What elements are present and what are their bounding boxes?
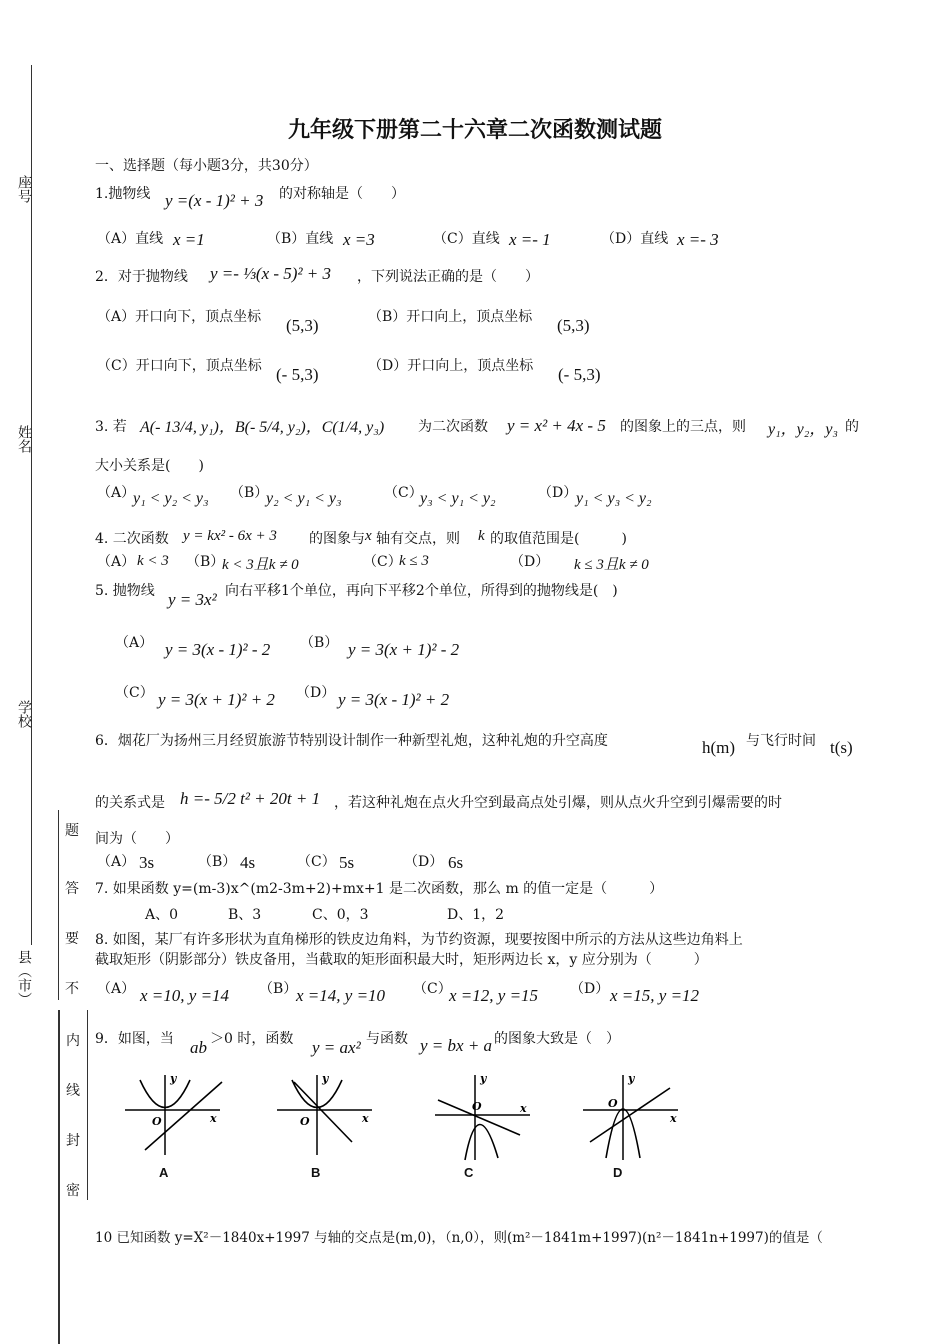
q3-points: A(- 13/4, y₁)，B(- 5/4, y₂)，C(1/4, y₃) <box>140 419 385 436</box>
q7-option: D、1，2 <box>447 907 505 923</box>
graph-d-label: D <box>613 1165 623 1180</box>
q4-formula: y = kx² - 6x + 3 <box>183 528 277 544</box>
y-label: y <box>170 1072 177 1085</box>
q8-line2: 截取矩形（阴影部分）铁皮备用，当截取的矩形面积最大时，矩形两边长 x，y 应分别为（ ） <box>95 952 708 968</box>
q9-cond: ab <box>190 1038 207 1057</box>
parabola <box>465 1124 498 1160</box>
q4-option-label: （B） <box>186 554 225 570</box>
origin-label: O <box>472 1100 482 1113</box>
q3-option-value: y₁ < y₃ < y₂ <box>576 490 652 507</box>
q6-h: h(m) <box>702 738 736 757</box>
q9-f2: y = bx + a <box>420 1036 493 1055</box>
q9-f1: y = ax² <box>312 1038 361 1057</box>
graph-b-label: B <box>311 1165 321 1180</box>
q6-option-label: （C） <box>297 854 336 870</box>
q3-option-value: y₁ < y₂ < y₃ <box>133 490 209 507</box>
county-label: 县（市） <box>16 950 32 1006</box>
seal-line-3 <box>87 1010 88 1200</box>
graph-b-svg <box>272 1070 392 1170</box>
q4-stem-a: 4. 二次函数 <box>95 531 169 547</box>
q5-option-value: y = 3(x - 1)² - 2 <box>165 640 271 659</box>
q6-line3: 间为（ ） <box>95 831 179 847</box>
q9-stem-c: 与函数 <box>366 1031 408 1047</box>
q8-option-value: x =15, y =12 <box>610 986 700 1005</box>
y-label: y <box>322 1072 329 1085</box>
q6-option-label: （A） <box>97 854 136 870</box>
q6-t: t(s) <box>830 738 853 757</box>
y-label: y <box>628 1072 635 1085</box>
q7-option: A、0 <box>145 907 179 923</box>
x-label: x <box>210 1112 217 1125</box>
q6-option-value: 6s <box>448 853 464 872</box>
q2-value-d: (- 5,3) <box>558 365 601 384</box>
q2-option-a: （A）开口向下，顶点坐标 <box>97 309 262 325</box>
q7-option: B、3 <box>228 907 262 923</box>
section-heading: 一、选择题（每小题3分，共30分） <box>95 158 318 174</box>
q3-stem-b: 为二次函数 <box>418 419 488 435</box>
q5-option-label: （B） <box>300 635 339 651</box>
graph-b <box>272 1070 392 1190</box>
q1-stem-a: 1.抛物线 <box>95 186 151 202</box>
q6-option-value: 4s <box>240 853 256 872</box>
x-label: x <box>670 1112 677 1125</box>
q6-line2a: 的关系式是 <box>95 795 165 811</box>
q6-line1: 6．烟花厂为扬州三月经贸旅游节特别设计制作一种新型礼炮，这种礼炮的升空高度 <box>95 733 608 749</box>
q3-option-label: （B） <box>230 485 269 501</box>
q2-value-a: (5,3) <box>286 316 319 335</box>
q5-stem-a: 5. 抛物线 <box>95 583 155 599</box>
q2-option-b: （B）开口向上，顶点坐标 <box>368 309 533 325</box>
graph-c <box>430 1070 550 1190</box>
q3-stem-a: 3. 若 <box>95 419 127 435</box>
q3-option-value: y₃ < y₁ < y₂ <box>420 490 496 507</box>
graph-a <box>120 1070 240 1190</box>
q5-option-value: y = 3(x + 1)² - 2 <box>348 640 460 659</box>
q2-stem-b: ，下列说法正确的是（ ） <box>357 269 539 285</box>
q10-stem: 10 已知函数 y=X²－1840x+1997 与轴的交点是(m,0)，（n,0），则(m²－1841m+1997)(n²－1841n+1997)的值是（ <box>95 1230 823 1246</box>
q1-formula: y =(x - 1)² + 3 <box>165 191 264 210</box>
seal-char: 密 <box>66 1183 80 1199</box>
q6-formula: h =- 5/2 t² + 20t + 1 <box>180 789 321 808</box>
q4-axis: x <box>365 528 372 544</box>
q2-value-c: (- 5,3) <box>276 365 319 384</box>
q4-option-label: （A） <box>97 554 136 570</box>
q4-option-value: k < 3且k ≠ 0 <box>222 557 299 573</box>
seal-char: 内 <box>66 1033 80 1049</box>
q6-mid: 与飞行时间 <box>746 733 816 749</box>
q9-stem-d: 的图象大致是（ ） <box>494 1031 620 1047</box>
q5-formula: y = 3x² <box>168 590 217 609</box>
q1-option-value: x =1 <box>173 230 205 249</box>
q3-option-value: y₂ < y₁ < y₃ <box>266 490 342 507</box>
name-label: 姓名 <box>16 425 32 453</box>
q6-line2b: ，若这种礼炮在点火升空到最高点处引爆，则从点火升空到引爆需要的时 <box>334 795 782 811</box>
seal-char: 线 <box>66 1083 80 1099</box>
q2-option-c: （C）开口向下，顶点坐标 <box>97 358 262 374</box>
q1-option-value: x =- 1 <box>509 230 551 249</box>
graph-d-svg <box>578 1070 698 1170</box>
q5-option-label: （C） <box>115 685 154 701</box>
x-label: x <box>520 1102 527 1115</box>
seat-label: 座号 <box>16 175 32 203</box>
graph-a-svg <box>120 1070 240 1170</box>
q4-stem-d: 的取值范围是( ) <box>490 531 627 547</box>
q2-stem-a: 2．对于抛物线 <box>95 269 188 285</box>
q3-stem-c: 的图象上的三点，则 <box>620 419 746 435</box>
q8-option-value: x =14, y =10 <box>296 986 386 1005</box>
q3-stem-d: 的 <box>845 419 859 435</box>
seal-char: 要 <box>65 931 79 947</box>
page-title: 九年级下册第二十六章二次函数测试题 <box>287 118 662 143</box>
q3-formula: y = x² + 4x - 5 <box>507 416 606 435</box>
q8-option-value: x =12, y =15 <box>449 986 539 1005</box>
q8-option-label: （C） <box>413 981 452 997</box>
q3-option-label: （A） <box>97 485 136 501</box>
q4-stem-b: 的图象与 <box>309 531 365 547</box>
q6-option-value: 3s <box>139 853 155 872</box>
y-label: y <box>480 1072 487 1085</box>
q4-option-label: （C） <box>363 554 402 570</box>
q3-vars: y₁，y₂，y₃ <box>768 421 838 438</box>
q4-k: k <box>478 528 485 544</box>
q9-stem-b: ＞0 时，函数 <box>210 1031 294 1047</box>
q5-option-label: （A） <box>115 635 154 651</box>
seal-char: 答 <box>65 881 79 897</box>
q1-option-label: （D）直线 <box>601 231 669 247</box>
school-label: 学校 <box>16 700 32 728</box>
seal-char: 封 <box>66 1133 80 1149</box>
q8-option-value: x =10, y =14 <box>140 986 230 1005</box>
q8-option-label: （A） <box>97 981 136 997</box>
q1-stem-b: 的对称轴是（ ） <box>279 186 405 202</box>
seal-char: 题 <box>65 823 79 839</box>
q8-option-label: （D） <box>570 981 610 997</box>
graph-a-label: A <box>159 1165 169 1180</box>
q2-option-d: （D）开口向上，顶点坐标 <box>368 358 534 374</box>
q5-option-value: y = 3(x + 1)² + 2 <box>158 690 275 709</box>
graph-c-svg <box>430 1070 550 1170</box>
q4-stem-c: 轴有交点，则 <box>376 531 460 547</box>
q2-value-b: (5,3) <box>557 316 590 335</box>
q1-option-label: （C）直线 <box>433 231 500 247</box>
graph-d <box>578 1070 698 1190</box>
origin-label: O <box>608 1097 618 1110</box>
q2-formula: y =- ⅓(x - 5)² + 3 <box>210 264 332 283</box>
line <box>590 1088 670 1142</box>
seal-line-1 <box>58 810 59 1000</box>
q6-option-value: 5s <box>339 853 355 872</box>
q4-option-label: （D） <box>510 554 550 570</box>
seal-char: 不 <box>65 981 79 997</box>
q4-option-value: k < 3 <box>137 553 169 569</box>
q8-line1: 8. 如图，某厂有许多形状为直角梯形的铁皮边角料，为节约资源，现要按图中所示的方法从这些边角料上 <box>95 932 743 948</box>
q4-option-value: k ≤ 3 <box>399 553 429 569</box>
q1-option-label: （A）直线 <box>97 231 164 247</box>
q9-stem-a: 9．如图，当 <box>95 1031 174 1047</box>
q5-option-label: （D） <box>296 685 336 701</box>
q5-stem-b: 向右平移1个单位，再向下平移2个单位，所得到的抛物线是( ) <box>225 583 618 599</box>
q1-option-label: （B）直线 <box>267 231 334 247</box>
q3-option-label: （C） <box>384 485 423 501</box>
q3-line2: 大小关系是( ) <box>95 458 204 474</box>
q7-stem: 7. 如果函数 y=(m-3)x^(m2-3m+2)+mx+1 是二次函数，那么 m 的值一定是（ ） <box>95 881 664 897</box>
origin-label: O <box>300 1115 310 1128</box>
q4-option-value: k ≤ 3且k ≠ 0 <box>574 557 649 573</box>
x-label: x <box>362 1112 369 1125</box>
q3-option-label: （D） <box>538 485 578 501</box>
seal-line-2 <box>58 1010 60 1344</box>
graph-c-label: C <box>464 1165 474 1180</box>
q5-option-value: y = 3(x - 1)² + 2 <box>338 690 450 709</box>
q8-option-label: （B） <box>259 981 298 997</box>
q6-option-label: （B） <box>198 854 237 870</box>
line <box>294 1082 352 1142</box>
q6-option-label: （D） <box>404 854 444 870</box>
q1-option-value: x =3 <box>343 230 375 249</box>
q7-option: C、0，3 <box>312 907 369 923</box>
q1-option-value: x =- 3 <box>677 230 719 249</box>
origin-label: O <box>152 1115 162 1128</box>
